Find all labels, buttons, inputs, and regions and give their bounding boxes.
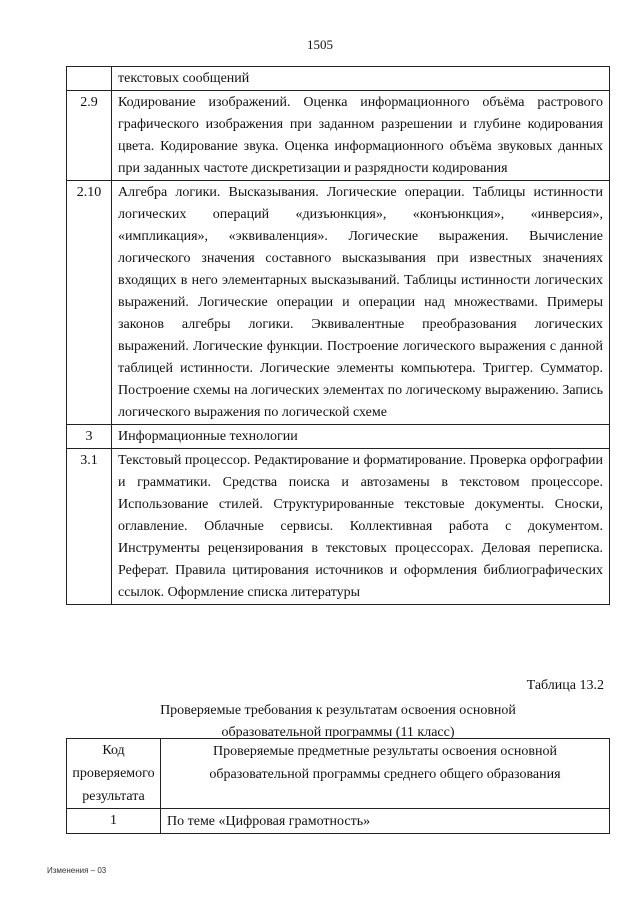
table-row [67,425,610,449]
table-row [67,181,610,425]
row-text: Информационные технологии [112,425,610,449]
row-number: 3.1 [67,449,112,605]
table-row [67,91,610,181]
table-caption: Таблица 13.2 [526,678,604,693]
page-number: 1505 [307,37,333,52]
table-row [67,67,610,91]
table-title-line: образовательной программы (11 класс) [221,725,455,740]
row-number: 2.10 [67,181,112,425]
row-text: Алгебра логики. Высказывания. Логические операции. Таблицы истинности логических операций «дизъюнкция», «конъюнкция», «инверсия», «импликация», «эквиваленция». Логические выражения. Вычисление логического значения составного высказывания при известных значениях входящих в него элементарных высказываний. Таблицы истинности логических выражений. Логические операции и операции над множествами. Примеры законов алгебры логики. Эквивалентные преобразования логических выражений. Логические функции. Построение логического выражения с данной таблицей истинности. Логические элементы компьютера. Триггер. Сумматор. Построение схемы на логических элементах по логическому выражению. Запись логического выражения по логической схеме [112,181,610,425]
requirements-table [66,738,610,834]
table-row [67,449,610,605]
row-text: Кодирование изображений. Оценка информационного объёма растрового графического изображения при заданном разрешении и глубине кодирования цвета. Кодирование звука. Оценка информационного объёма звуковых данных при заданных частоте дискретизации и разрядности кодирования [112,91,610,181]
row-text: текстовых сообщений [112,67,610,91]
row-text: По теме «Цифровая грамотность» [161,809,610,834]
row-text: Текстовый процессор. Редактирование и форматирование. Проверка орфографии и грамматики. Средства поиска и автозамены в текстовом процессоре. Использование стилей. Структурированные текстовые документы. Сноски, оглавление. Облачные сервисы. Коллективная работа с документом. Инструменты рецензирования в текстовых процессорах. Деловая переписка. Реферат. Правила цитирования источников и оформления библиографических ссылок. Оформление списка литературы [112,449,610,605]
row-number [67,67,112,91]
row-number: 2.9 [67,91,112,181]
footer-note: Изменения – 03 [47,866,107,875]
table-title-line: Проверяемые требования к результатам освоения основной [160,703,516,718]
table-row [67,809,610,834]
curriculum-table [66,66,610,605]
row-number: 3 [67,425,112,449]
column-header-code: Код проверяемого результата [67,739,161,809]
column-header-results: Проверяемые предметные результаты освоения основной образовательной программы среднего общего образования [161,739,610,809]
table-header-row [67,739,610,809]
row-code: 1 [67,809,161,834]
